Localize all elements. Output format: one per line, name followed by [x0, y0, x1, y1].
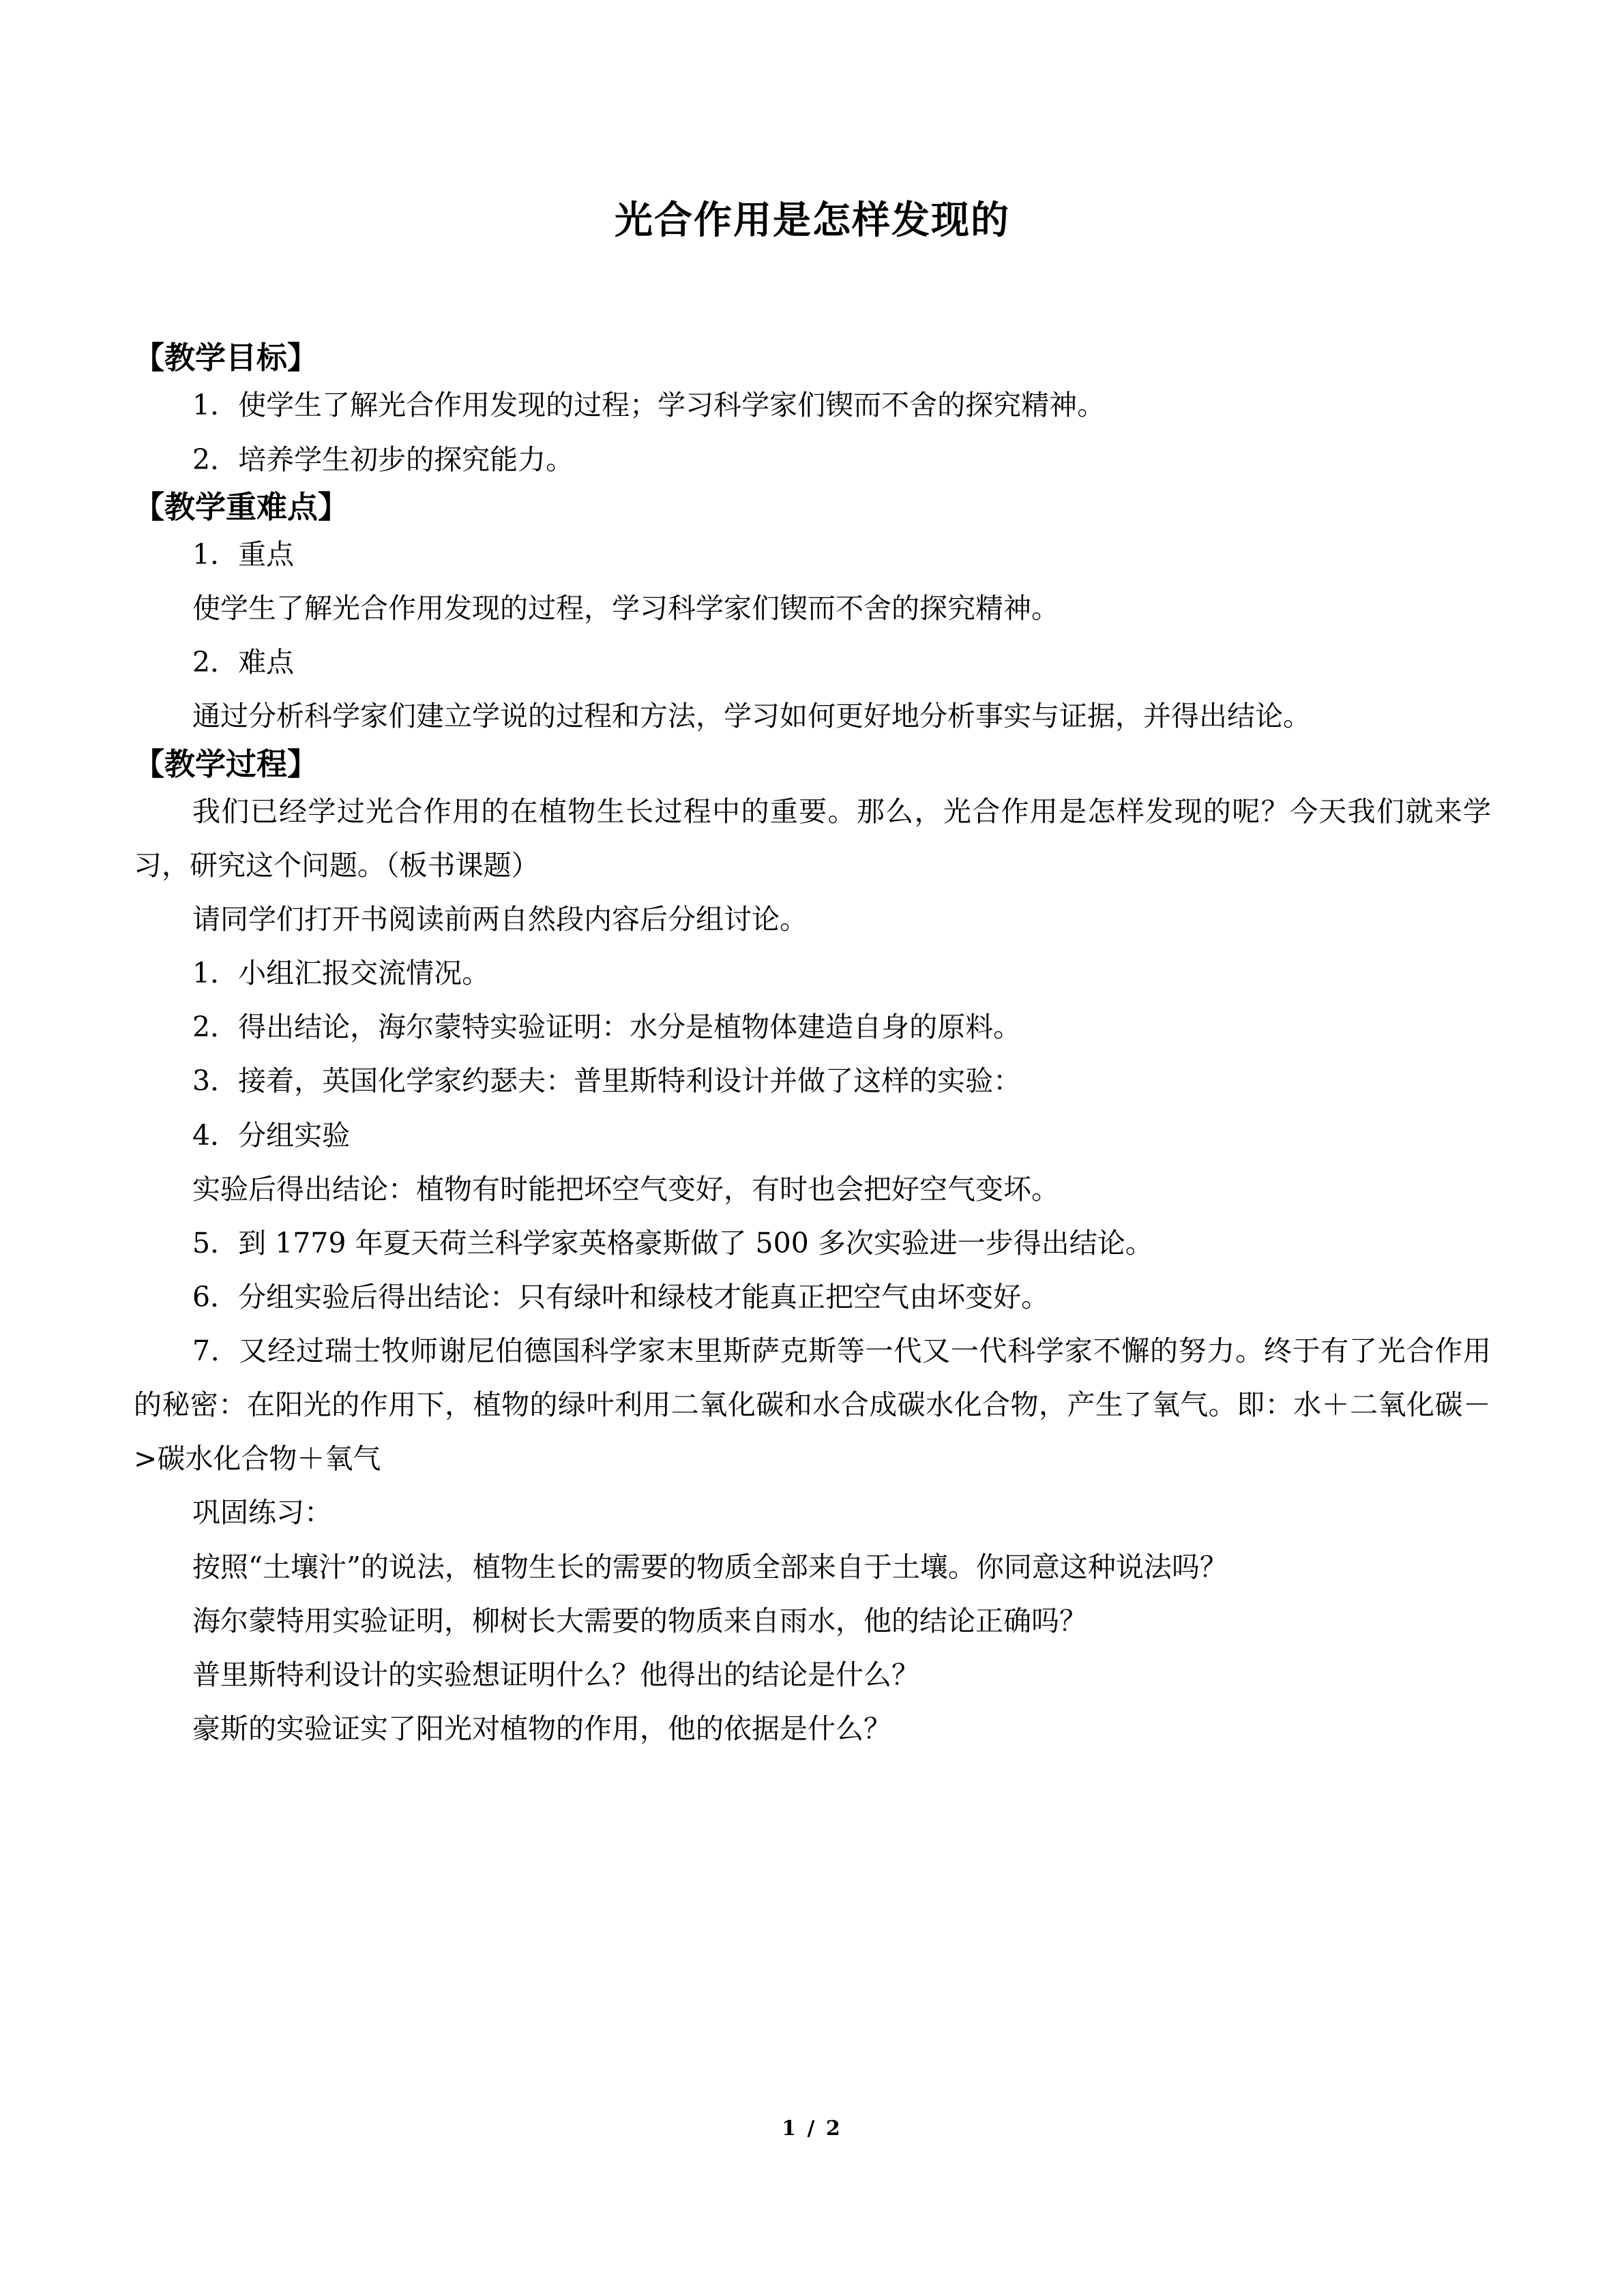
- difficult-point-label: 2．难点: [192, 646, 295, 679]
- process-step-6: 6．分组实验后得出结论：只有绿叶和绿枝才能真正把空气由坏变好。: [192, 1280, 1050, 1313]
- process-step-3: 3．接着，英国化学家约瑟夫：普里斯特利设计并做了这样的实验：: [192, 1064, 1022, 1098]
- section-teaching-process: [134, 744, 1491, 1757]
- process-step-1: 1．小组汇报交流情况。: [192, 957, 490, 990]
- practice-question-2: 海尔蒙特用实验证明，柳树长大需要的物质来自雨水，他的结论正确吗？: [192, 1604, 1087, 1637]
- page-number-footer: 1 / 2: [782, 2117, 842, 2141]
- process-reading-instruction: 请同学们打开书阅读前两自然段内容后分组讨论。: [192, 903, 808, 936]
- section-heading-key-points: 【教学重难点】: [134, 488, 349, 525]
- page-title: 光合作用是怎样发现的: [615, 198, 1010, 243]
- section-heading-objectives: 【教学目标】: [134, 340, 319, 376]
- section-heading-process: 【教学过程】: [134, 745, 319, 782]
- process-intro-paragraph: 我们已经学过光合作用的在植物生长过程中的重要。那么，光合作用是怎样发现的呢？今天我们就来学习，研究这个问题。（板书课题）: [134, 794, 1491, 882]
- section-teaching-objectives: [134, 338, 1491, 487]
- practice-question-4: 豪斯的实验证实了阳光对植物的作用，他的依据是什么？: [192, 1712, 891, 1745]
- process-step-4-conclusion: 实验后得出结论：植物有时能把坏空气变好，有时也会把好空气变坏。: [192, 1172, 1059, 1206]
- section-key-difficult-points: [134, 487, 1491, 744]
- difficult-point-text: 通过分析科学家们建立学说的过程和方法，学习如何更好地分析事实与证据，并得出结论。: [192, 700, 1311, 733]
- document-body: [134, 0, 1491, 1756]
- practice-label: 巩固练习：: [192, 1496, 332, 1530]
- practice-question-3: 普里斯特利设计的实验想证明什么？他得出的结论是什么？: [192, 1658, 919, 1691]
- objective-item-2: 2．培养学生初步的探究能力。: [192, 443, 574, 476]
- objective-item-1: 1．使学生了解光合作用发现的过程；学习科学家们锲而不舍的探究精神。: [192, 389, 1106, 422]
- title-spacer: [134, 243, 1491, 338]
- process-step-4: 4．分组实验: [192, 1118, 351, 1152]
- process-step-5: 5．到 1779 年夏天荷兰科学家英格豪斯做了 500 多次实验进一步得出结论。: [192, 1226, 1153, 1259]
- key-point-text: 使学生了解光合作用发现的过程，学习科学家们锲而不舍的探究精神。: [192, 592, 1059, 625]
- practice-question-1: 按照“土壤汁”的说法，植物生长的需要的物质全部来自于土壤。你同意这种说法吗？: [192, 1550, 1228, 1583]
- process-step-2: 2．得出结论，海尔蒙特实验证明：水分是植物体建造自身的原料。: [192, 1011, 1022, 1044]
- process-step-7: 7．又经过瑞士牧师谢尼伯德国科学家末里斯萨克斯等一代又一代科学家不懈的努力。终于有了光合作用的秘密：在阳光的作用下，植物的绿叶利用二氧化碳和水合成碳水化合物，产生了氧气。即：水＋二氧化碳－>碳水化合物＋氧气: [134, 1335, 1491, 1476]
- key-point-label: 1．重点: [192, 538, 295, 571]
